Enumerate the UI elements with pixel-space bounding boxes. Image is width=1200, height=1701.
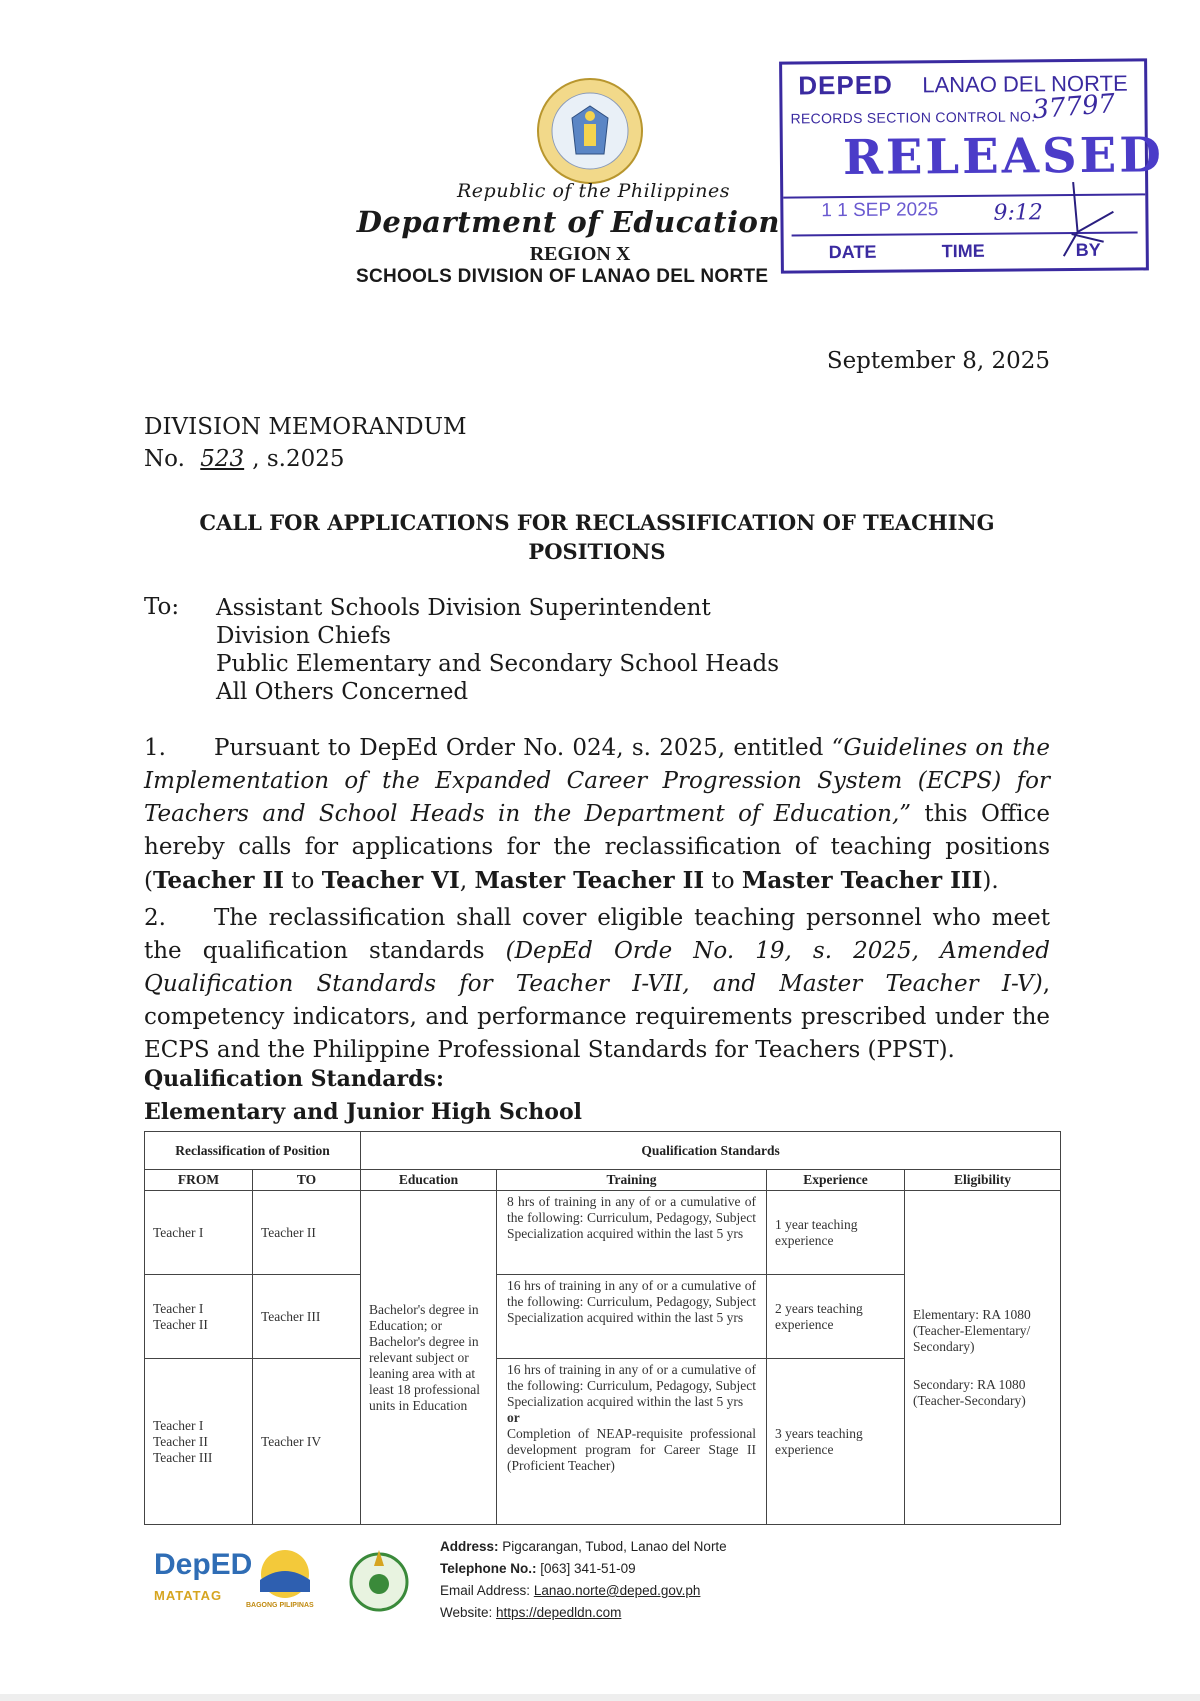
column-header: TO	[253, 1170, 361, 1191]
from-cell: Teacher I	[145, 1191, 253, 1275]
paragraph-text: ,	[459, 868, 475, 894]
stamp-label-by: BY	[1075, 239, 1101, 261]
from-cell: Teacher I Teacher II	[145, 1275, 253, 1359]
position-name: Teacher VI	[321, 867, 460, 894]
recipient-item: Division Chiefs	[216, 623, 391, 649]
email-label: Email Address:	[440, 1583, 531, 1598]
column-header: Training	[497, 1170, 767, 1191]
training-text: 16 hrs of training in any of or a cumulative of the following: Curriculum, Pedagogy, Subject Specialization acquired within the last 5 yrs	[507, 1362, 756, 1409]
training-or: or	[507, 1410, 520, 1425]
paragraph-text: this Office hereby calls for applications for the reclassification of teaching positions (	[144, 801, 1050, 894]
stamp-section: RECORDS SECTION CONTROL NO.	[790, 108, 1036, 127]
division-seal-icon	[346, 1540, 412, 1620]
to-label: To:	[144, 594, 180, 620]
paragraph-text: to	[704, 868, 742, 894]
paragraph-text: Pursuant to DepEd Order No. 024, s. 2025, entitled	[214, 735, 832, 761]
page-bottom-edge	[0, 1694, 1200, 1701]
qualification-heading: Qualification Standards:	[144, 1066, 445, 1092]
stamp-office: LANAO DEL NORTE	[922, 70, 1128, 98]
republic-line: Republic of the Philippines	[457, 180, 730, 202]
address-value: Pigcarangan, Tubod, Lanao del Norte	[502, 1539, 727, 1554]
stamp-control-number: 37797	[1031, 88, 1117, 126]
email-link[interactable]: Lanao.norte@deped.gov.ph	[533, 1583, 701, 1598]
column-header: Eligibility	[905, 1170, 1061, 1191]
experience-cell: 1 year teaching experience	[767, 1191, 905, 1275]
training-cell: 16 hrs of training in any of or a cumulative of the following: Curriculum, Pedagogy, Subject Specialization acquired within the last 5 yrs	[497, 1275, 767, 1359]
paragraph-text: to	[284, 868, 322, 894]
education-cell: Bachelor's degree in Education; or Bachelor's degree in relevant subject or leaning area with at least 18 professional units in Education	[361, 1191, 497, 1525]
column-header: FROM	[145, 1170, 253, 1191]
region-line: REGION X	[529, 243, 631, 265]
paragraph-number: 2.	[144, 905, 166, 931]
position-name: Master Teacher II	[474, 867, 705, 894]
memo-type: DIVISION MEMORANDUM	[144, 414, 467, 440]
table-heading: Elementary and Junior High School	[144, 1099, 582, 1125]
memo-number: 523	[200, 446, 245, 472]
address-label: Address:	[440, 1539, 499, 1554]
paragraph-text: ).	[982, 868, 999, 894]
memo-series: , s.2025	[252, 446, 345, 472]
column-header: Experience	[767, 1170, 905, 1191]
eligibility-elementary: Elementary: RA 1080 (Teacher-Elementary/ Secondary)	[913, 1306, 1031, 1354]
memo-subject: CALL FOR APPLICATIONS FOR RECLASSIFICATION OF TEACHING POSITIONS	[199, 510, 995, 564]
group-header-qualification: Qualification Standards	[361, 1132, 1061, 1170]
bagong-pilipinas-caption: BAGONG PILIPINAS	[246, 1602, 314, 1609]
paragraph-text: The reclassification shall cover eligible teaching personnel who meet the qualification standards	[144, 905, 1050, 964]
footer-contact	[440, 1536, 727, 1624]
records-stamp	[779, 58, 1165, 273]
footer-logos	[150, 1540, 420, 1660]
memo-number-line	[144, 446, 344, 472]
stamp-agency: DEPED	[798, 69, 893, 101]
division-line: SCHOOLS DIVISION OF LANAO DEL NORTE	[356, 266, 769, 287]
signature-mark-icon	[1043, 172, 1134, 269]
stamp-status: RELEASED	[842, 127, 1165, 187]
training-cell	[497, 1359, 767, 1525]
qualification-table	[144, 1131, 1061, 1525]
recipient-item: All Others Concerned	[216, 679, 469, 705]
experience-cell: 2 years teaching experience	[767, 1275, 905, 1359]
department-line: Department of Education	[356, 205, 780, 239]
experience-cell: 3 years teaching experience	[767, 1359, 905, 1525]
to-cell: Teacher II	[253, 1191, 361, 1275]
bagong-pilipinas-logo-icon	[250, 1544, 320, 1604]
paragraph-text: , competency indicators, and performance requirements prescribed under the ECPS and the Philippine Professional Standards for Teachers (PPST).	[144, 971, 1050, 1063]
stamp-date: 1 1 SEP 2025	[821, 199, 939, 222]
to-cell: Teacher IV	[253, 1359, 361, 1525]
deped-logo: DepED	[154, 1548, 253, 1581]
from-cell: Teacher I Teacher II Teacher III	[145, 1359, 253, 1525]
recipient-list	[216, 594, 779, 706]
recipient-item: Assistant Schools Division Superintendent	[216, 595, 711, 621]
eligibility-secondary: Secondary: RA 1080 (Teacher-Secondary)	[913, 1376, 1026, 1408]
training-alt: Completion of NEAP-requisite professional development program for Career Stage II (Proficient Teacher)	[507, 1426, 756, 1473]
position-name: Teacher II	[152, 867, 284, 894]
memo-number-prefix: No.	[144, 446, 185, 472]
paragraph-number: 1.	[144, 735, 166, 761]
stamp-time: 9:12	[993, 200, 1043, 226]
deped-seal-logo	[532, 76, 648, 186]
order-title: “Guidelines on the Implementation of the Expanded Career Progression System (ECPS) for Teachers and School Heads in the Department of Education,”	[144, 735, 1050, 827]
website-label: Website:	[440, 1605, 493, 1620]
phone-label: Telephone No.:	[440, 1561, 537, 1576]
column-header: Education	[361, 1170, 497, 1191]
matatag-logo: MATATAG	[154, 1588, 223, 1603]
website-link[interactable]: https://depedldn.com	[496, 1605, 622, 1620]
stamp-label-date: DATE	[828, 241, 877, 263]
phone-value: [063] 341-51-09	[540, 1561, 636, 1576]
paragraph-2	[144, 902, 1050, 1067]
table-row	[145, 1191, 1061, 1275]
group-header-reclassification: Reclassification of Position	[145, 1132, 361, 1170]
training-cell: 8 hrs of training in any of or a cumulative of the following: Curriculum, Pedagogy, Subject Specialization acquired within the last 5 yrs	[497, 1191, 767, 1275]
position-name: Master Teacher III	[741, 867, 983, 894]
order-reference: (DepEd Orde No. 19, s. 2025, Amended Qualification Standards for Teacher I-VII, and Master Teacher I-V)	[144, 938, 1050, 997]
to-cell: Teacher III	[253, 1275, 361, 1359]
paragraph-1	[144, 732, 1050, 898]
memo-date: September 8, 2025	[826, 348, 1050, 374]
stamp-label-time: TIME	[941, 240, 985, 262]
recipient-item: Public Elementary and Secondary School Heads	[216, 651, 780, 677]
eligibility-cell	[905, 1191, 1061, 1525]
